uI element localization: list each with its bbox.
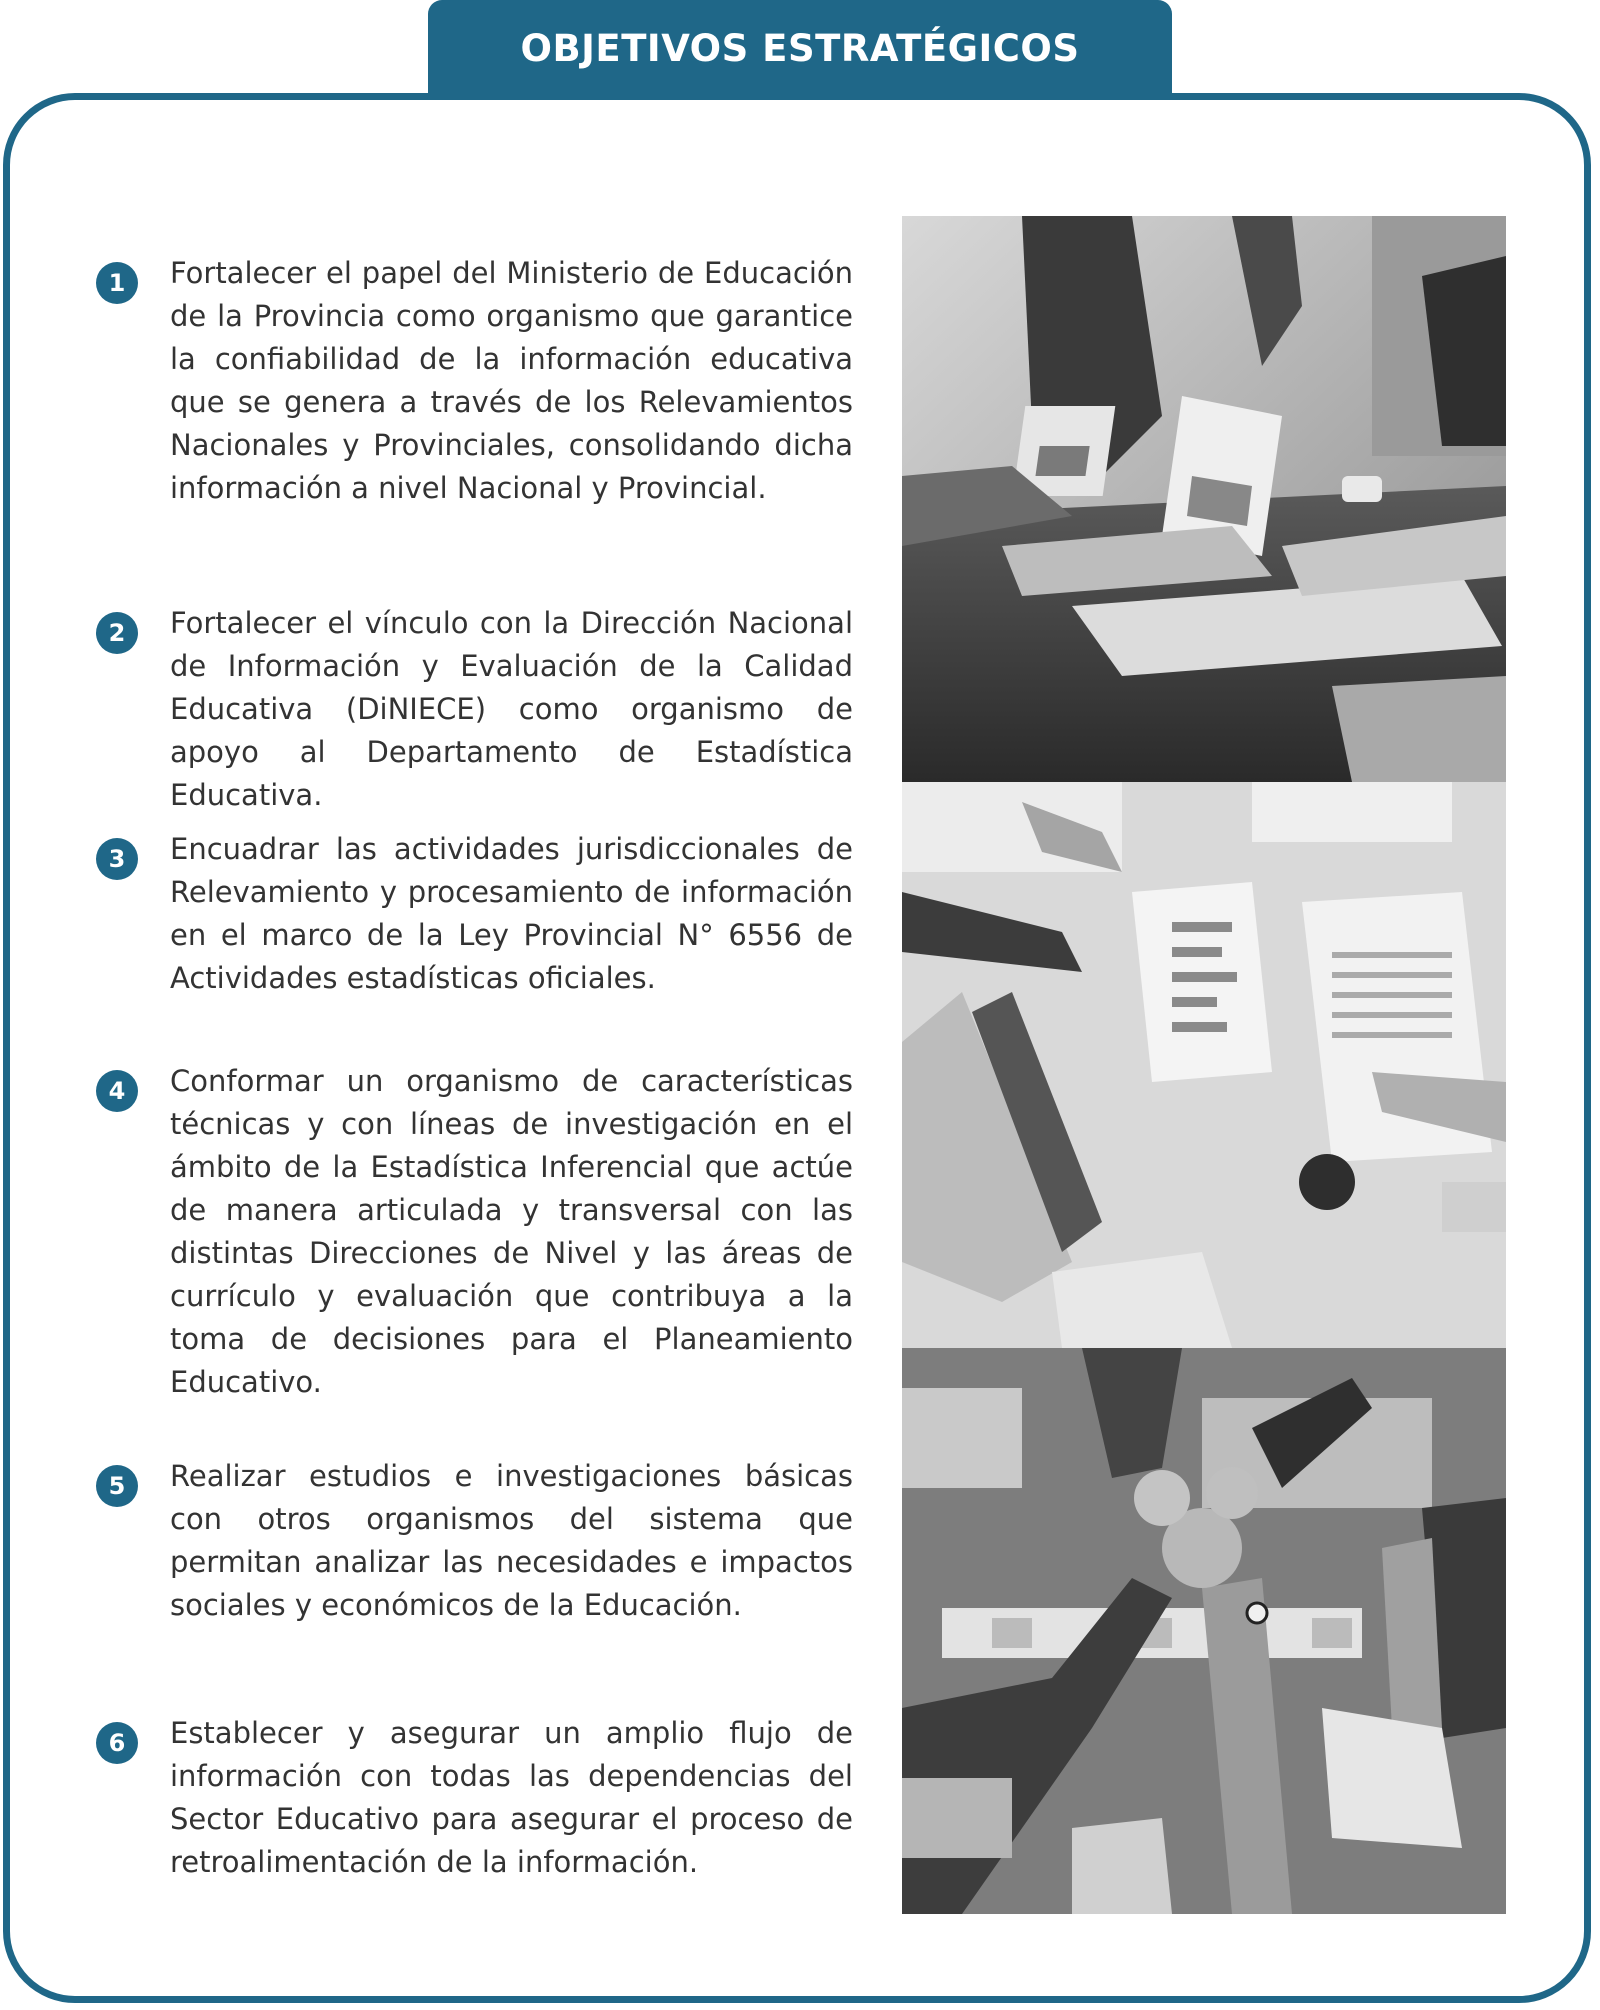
meeting-photo bbox=[902, 216, 1506, 782]
objective-number-badge: 1 bbox=[96, 262, 138, 304]
objective-text: Encuadrar las actividades jurisdiccionales de Relevamiento y procesamiento de información en el marco de la Ley Provincial N° 6556 de Actividades estadísticas oficiales. bbox=[170, 832, 853, 995]
teamwork-hands-photo bbox=[902, 1348, 1506, 1914]
objective-number-badge: 5 bbox=[96, 1465, 138, 1507]
title-tab bbox=[428, 0, 1172, 100]
objective-text: Conformar un organismo de características técnicas y con líneas de investigación en el ámbito de la Estadística Inferencial que actúe de manera articulada y transversal con las distintas Direcciones de Nivel y las áreas de currículo y evaluación que contribuya a la toma de decisiones para el Planeamiento Educativo. bbox=[170, 1064, 853, 1399]
objective-number-badge: 4 bbox=[96, 1070, 138, 1112]
objective-text: Establecer y asegurar un amplio flujo de información con todas las dependencias del Sector Educativo para asegurar el proceso de retroalimentación de la información. bbox=[170, 1716, 853, 1879]
objective-number-badge: 2 bbox=[96, 612, 138, 654]
photo-column bbox=[902, 216, 1506, 1914]
objective-text: Fortalecer el vínculo con la Dirección Nacional de Información y Evaluación de la Calidad Educativa (DiNIECE) como organismo de apoyo al Departamento de Estadística Educativa. bbox=[170, 606, 853, 812]
objective-number-badge: 3 bbox=[96, 838, 138, 880]
objective-text: Realizar estudios e investigaciones básicas con otros organismos del sistema que permitan analizar las necesidades e impactos sociales y económicos de la Educación. bbox=[170, 1459, 853, 1622]
page-title: OBJETIVOS ESTRATÉGICOS bbox=[520, 26, 1080, 70]
objective-number-badge: 6 bbox=[96, 1722, 138, 1764]
desk-charts-photo bbox=[902, 782, 1506, 1348]
objective-text: Fortalecer el papel del Ministerio de Educación de la Provincia como organismo que garantice la confiabilidad de la información educativa que se genera a través de los Relevamientos Nacionales y Provinciales, consolidando dicha información a nivel Nacional y Provincial. bbox=[170, 256, 853, 505]
